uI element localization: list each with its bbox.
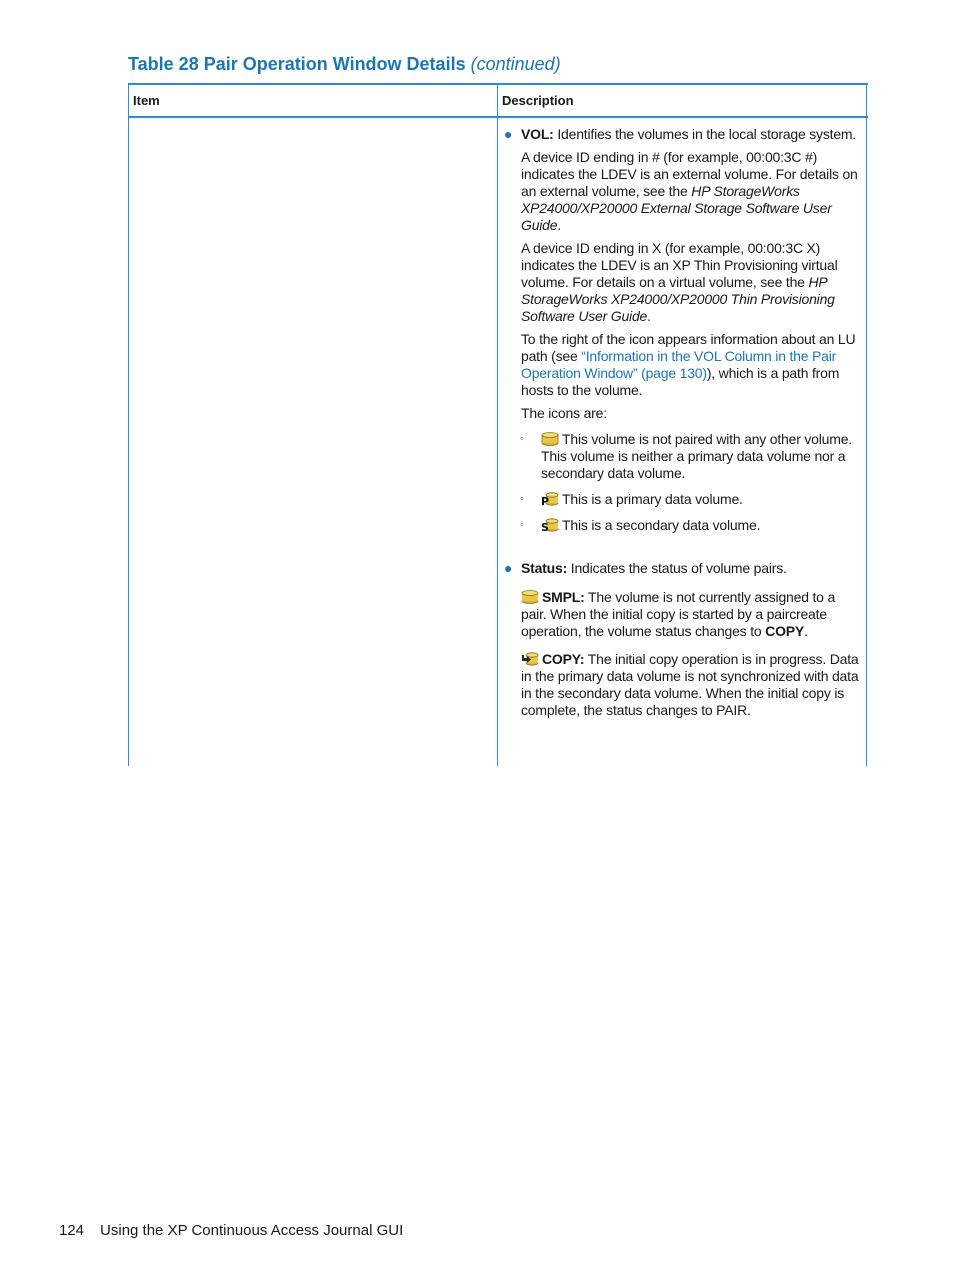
status-bullet	[501, 560, 863, 577]
svg-text:P: P	[541, 495, 549, 506]
copy-status-icon	[521, 652, 539, 666]
vol-label: VOL:	[521, 126, 554, 142]
table-header-rule	[128, 116, 868, 118]
table-caption	[128, 54, 561, 75]
icon-list-item: ◦ S This is a secondary data volume.	[520, 517, 761, 533]
icon-list-item: ◦ P This is a primary data volume.	[520, 491, 743, 507]
vol-text: Identifies the volumes in the local storage system.	[557, 126, 857, 142]
status-label: Status:	[521, 560, 568, 576]
table-title: Table 28 Pair Operation Window Details	[128, 54, 466, 74]
thin-provisioning-guide-title: HP StorageWorks XP24000/XP20000 Thin Provisioning Software User Guide	[521, 274, 835, 324]
svg-text:S: S	[541, 521, 549, 532]
icon-list-item: ◦ This volume is not paired with any other volume. This volume is neither a primary data volume nor a secondary data volume.	[520, 431, 852, 481]
smpl-label: SMPL:	[542, 589, 585, 605]
vol-column-link[interactable]: “Information in the VOL Column in the Pair Operation Window” (page 130)	[521, 348, 837, 381]
column-header-item: Item	[133, 93, 160, 108]
copy-paragraph: COPY: The initial copy operation is in progress. Data in the primary data volume is not synchronized with data in the secondary data volume. When the initial copy is complete, the status changes to PAIR.	[521, 651, 859, 718]
external-volume-paragraph: A device ID ending in # (for example, 00:00:3C #) indicates the LDEV is an external volume. For details on an external volume, see the HP StorageWorks XP24000/XP20000 External Storage Software User Guide.	[521, 149, 858, 233]
volume-unpaired-icon	[541, 432, 559, 446]
continued-label: (continued)	[470, 54, 561, 74]
external-storage-guide-title: HP StorageWorks XP24000/XP20000 External Storage Software User Guide	[521, 183, 832, 233]
status-text: Indicates the status of volume pairs.	[570, 560, 787, 576]
icons-intro: The icons are:	[521, 405, 607, 421]
page-footer	[59, 1222, 403, 1239]
copy-label: COPY:	[542, 651, 585, 667]
copy-keyword: COPY	[765, 623, 805, 639]
lu-path-paragraph: To the right of the icon appears information about an LU path (see “Information in the VOL Column in the Pair Operation Window” (page 130)), which is a path from hosts to the volume.	[521, 331, 856, 398]
page-number: 124	[59, 1222, 85, 1239]
circle-bullet-icon: ◦	[520, 433, 524, 445]
bullet-dot-icon: ●	[504, 560, 513, 576]
volume-secondary-icon	[541, 518, 559, 532]
table-column-divider	[497, 85, 498, 766]
description-cell	[501, 126, 863, 719]
table-right-border	[866, 85, 867, 766]
smpl-status-icon	[521, 590, 539, 604]
table-left-border	[128, 85, 129, 766]
bullet-dot-icon: ●	[504, 126, 513, 142]
footer-section-title: Using the XP Continuous Access Journal GUI	[100, 1222, 404, 1239]
smpl-paragraph: SMPL: The volume is not currently assigned to a pair. When the initial copy is started by a paircreate operation, the volume status changes to COPY.	[521, 589, 836, 639]
volume-primary-icon	[541, 492, 559, 506]
table-top-rule	[128, 83, 868, 85]
column-header-description: Description	[502, 93, 574, 108]
circle-bullet-icon: ◦	[520, 519, 524, 531]
circle-bullet-icon: ◦	[520, 493, 524, 505]
vol-bullet	[501, 126, 863, 143]
virtual-volume-paragraph: A device ID ending in X (for example, 00:00:3C X) indicates the LDEV is an XP Thin Provisioning virtual volume. For details on a virtual volume, see the HP StorageWorks XP24000/XP20000 Thin Provisioning Software User Guide.	[521, 240, 838, 324]
